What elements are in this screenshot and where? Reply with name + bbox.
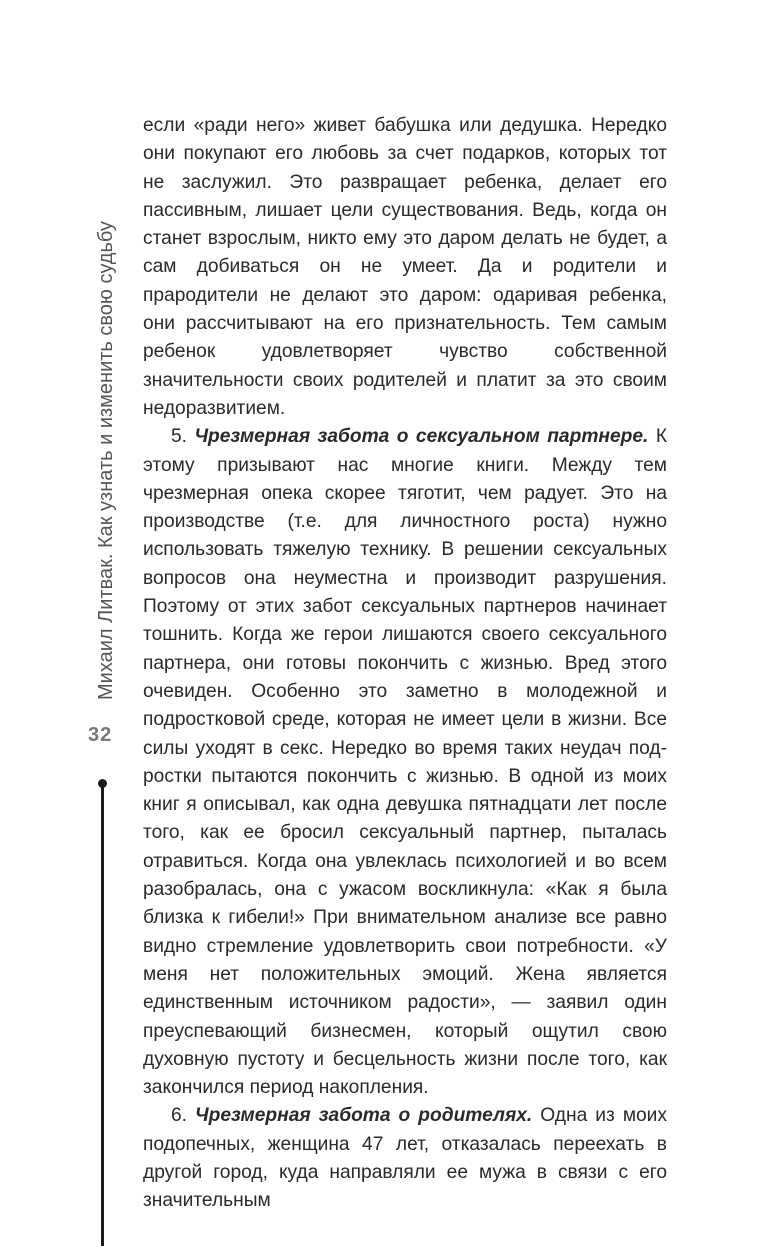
page-number: 32 xyxy=(88,724,113,746)
text-body xyxy=(143,112,667,1216)
paragraph-lead: Чрезмерная забота о родителях. xyxy=(195,1105,533,1127)
paragraph-1 xyxy=(143,112,667,423)
paragraph-text: если «ради него» живет бабушка или дедушка. Нередко они покупают его любовь за счет подарков, которых тот не заслужил. Это развращает ребенка, делает его пассивным, лишает цели существования. Ведь, когда он станет взрослым, никто ему это даром делать не будет, а сам добиваться он не умеет. Да и родители и прародители не делают это даром: одаривая ребенка, они рассчитывают на его признательность. Тем самым ребенок удовлетворяет чувство собственной значительности своих родителей и платит за это своим недоразвитием. xyxy=(143,115,667,419)
paragraph-3 xyxy=(143,1102,667,1215)
margin-rule xyxy=(101,786,104,1246)
running-head: Михаил Литвак. Как узнать и изменить свою судьбу xyxy=(95,221,117,700)
paragraph-lead: Чрезмерная забота о сексуальном партнере. xyxy=(194,426,649,448)
paragraph-text: Одна из моих подопечных, женщина 47 лет, отказалась переехать в другой город, куда направляли ее мужа в связи с его значительным xyxy=(143,1105,667,1212)
list-number: 6. xyxy=(171,1105,188,1127)
list-number: 5. xyxy=(171,426,188,448)
paragraph-text: К этому призывают нас многие книги. Между тем чрезмерная опека скорее тяготит, чем радует. Это на производстве (т.е. для личностного роста) нужно использовать тяжелую технику. В решении сексуальных вопросов она неуместна и производит разрушения. Поэтому от этих забот сексуальных партнеров начинает тошнить. Когда же герои лишаются своего сексуального партнера, они готовы покончить с жизнью. Вред этого очевиден. Особенно это заметно в молодежной и подростковой среде, которая не имеет цели в жизни. Все силы уходят в секс. Нередко во время таких неудач подростки пытаются покончить с жизнью. В одной из моих книг я описывал, как одна девушка пятнадцати лет после того, как ее бросил сексуальный партнер, пыталась отравиться. Когда она увлеклась психологией и во всем разобралась, она с ужасом воскликнула: «Как я была близка к гибели!» При внимательном анализе все равно видно стремление удовлетворить свои потребности. «У меня нет положительных эмоций. Жена является единственным источником радости», — заявил один преуспевающий бизнесмен, который ощутил свою духовную пустоту и бесцельность жизни после того, как закончился период накопления. xyxy=(143,426,667,1099)
paragraph-2 xyxy=(143,423,667,1102)
